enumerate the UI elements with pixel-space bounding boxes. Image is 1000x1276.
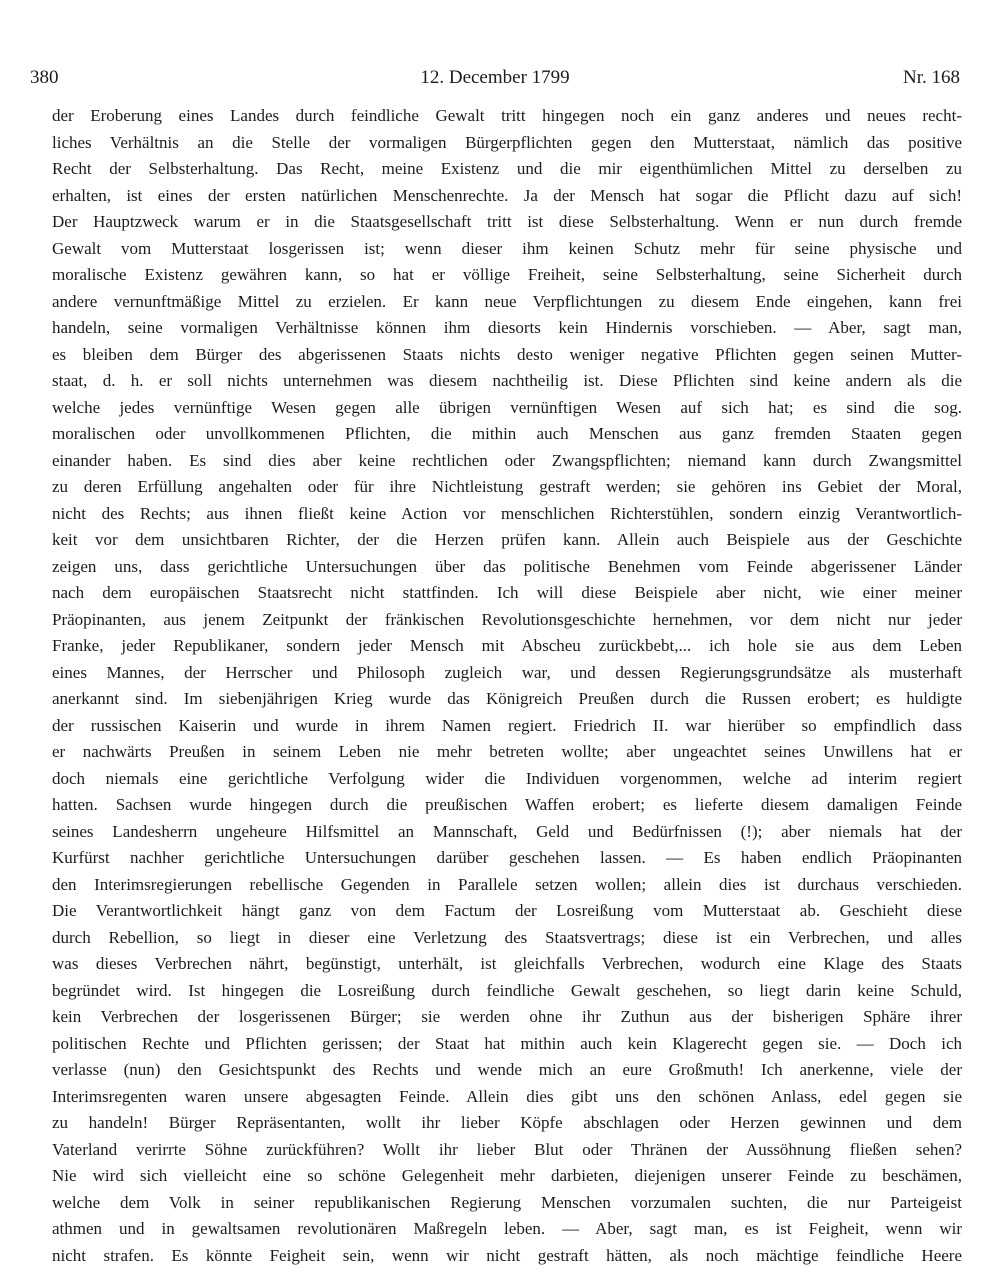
text-line: athmen und in gewaltsamen revolutionären Maßregeln leben. — Aber, sagt man, es ist Feigheit, wenn wir	[52, 1219, 962, 1238]
body-text	[52, 103, 962, 1269]
text-line: der Eroberung eines Landes durch feindliche Gewalt tritt hingegen noch ein ganz anderes und neues recht-	[52, 106, 962, 125]
page-header	[30, 66, 960, 90]
text-line: was dieses Verbrechen nährt, begünstigt, unterhält, ist gleichfalls Verbrechen, wodurch eine Klage des Staats	[52, 954, 962, 973]
text-line: der russischen Kaiserin und wurde in ihrem Namen regiert. Friedrich II. war hierüber so empfindlich dass	[52, 715, 962, 735]
text-line: politischen Rechte und Pflichten gerissen; der Staat hat mithin auch kein Klagerecht gegen sie. — Doch ich	[52, 1033, 962, 1053]
text-line: liches Verhältnis an die Stelle der vormaligen Bürgerpflichten gegen den Mutterstaat, nämlich das positive	[52, 132, 962, 152]
text-line: staat, d. h. er soll nichts unternehmen was diesem nachtheilig ist. Diese Pflichten sind keine andern als die	[52, 371, 962, 390]
text-line: begründet wird. Ist hingegen die Losreißung durch feindliche Gewalt geschehen, so liegt darin keine Schuld,	[52, 980, 962, 1000]
text-line: nach dem europäischen Staatsrecht nicht stattfinden. Ich will diese Beispiele aber nicht, wie einer meiner	[52, 583, 962, 602]
text-line: eines Mannes, der Herrscher und Philosoph zugleich war, und dessen Regierungsgrundsätze als musterhaft	[52, 662, 962, 682]
text-line: Franke, jeder Republikaner, sondern jeder Mensch mit Abscheu zurückbebt,... ich hole sie aus dem Leben	[52, 636, 962, 655]
text-line: kein Verbrechen der losgerissenen Bürger; sie werden ohne ihr Zuthun aus der bisherigen Sphäre ihrer	[52, 1007, 962, 1026]
text-line: welche jedes vernünftige Wesen gegen alle übrigen vernünftigen Wesen auf sich hat; es sind die sog.	[52, 397, 962, 417]
text-line: Nie wird sich vielleicht eine so schöne Gelegenheit mehr darbieten, diejenigen unserer Feinde zu beschämen,	[52, 1166, 962, 1185]
text-line: doch niemals eine gerichtliche Verfolgung wider die Individuen vorgenommen, welche ad interim regiert	[52, 768, 962, 788]
text-line: verlasse (nun) den Gesichtspunkt des Rechts und wende mich an eure Großmuth! Ich anerkenne, viele der	[52, 1060, 962, 1079]
text-line: zu deren Erfüllung angehalten oder für ihre Nichtleistung gestraft werden; sie gehören ins Gebiet der Moral,	[52, 477, 962, 496]
text-line: andere vernunftmäßige Mittel zu erzielen. Er kann neue Verpflichtungen zu diesem Ende eingehen, kann frei	[52, 291, 962, 311]
text-line: anerkannt sind. Im siebenjährigen Krieg wurde das Königreich Preußen durch die Russen erobert; es huldigte	[52, 689, 962, 708]
text-line: er nachwärts Preußen in seinem Leben nie mehr betreten wollte; aber ungeachtet seines Unwillens hat er	[52, 742, 962, 761]
text-line: hatten. Sachsen wurde hingegen durch die preußischen Waffen erobert; es lieferte diesem damaligen Feinde	[52, 795, 962, 814]
text-line: handeln, seine vormaligen Verhältnisse können ihm diesorts kein Hindernis vorschieben. — Aber, sagt man,	[52, 318, 962, 337]
text-line: zu handeln! Bürger Repräsentanten, wollt ihr lieber Köpfe abschlagen oder Herzen gewinnen und dem	[52, 1113, 962, 1132]
text-line: zeigen uns, dass gerichtliche Untersuchungen über das politische Benehmen vom Feinde abgerissener Länder	[52, 556, 962, 576]
text-line: Gewalt vom Mutterstaat losgerissen ist; wenn dieser ihm keinen Schutz mehr für seine physische und	[52, 238, 962, 258]
text-line: nicht strafen. Es könnte Feigheit sein, wenn wir nicht gestraft hätten, als noch mächtige feindliche Heere	[52, 1245, 962, 1265]
text-line: keit vor dem unsichtbaren Richter, der die Herzen prüfen kann. Allein auch Beispiele aus der Geschichte	[52, 530, 962, 549]
text-line: seines Landesherrn ungeheure Hilfsmittel an Mannschaft, Geld und Bedürfnissen (!); aber niemals hat der	[52, 821, 962, 841]
header-date: 12. December 1799	[420, 67, 570, 88]
page-number: 380	[30, 67, 59, 88]
text-line: es bleiben dem Bürger des abgerissenen Staats nichts desto weniger negative Pflichten gegen seinen Mutter-	[52, 344, 962, 364]
text-line: Vaterland verirrte Söhne zurückführen? Wollt ihr lieber Blut oder Thränen der Aussöhnung fließen sehen?	[52, 1139, 962, 1159]
text-line: Präopinanten, aus jenem Zeitpunkt der fränkischen Revolutionsgeschichte hernehmen, vor dem nicht nur jeder	[52, 609, 962, 629]
text-line: welche dem Volk in seiner republikanischen Regierung Menschen vorzumalen suchten, die nur Parteigeist	[52, 1192, 962, 1212]
text-line: nicht des Rechts; aus ihnen fließt keine Action vor menschlichen Richterstühlen, sondern einzig Verantwortlich-	[52, 503, 962, 523]
text-line: den Interimsregierungen rebellische Gegenden in Parallele setzen wollen; allein dies ist durchaus verschieden.	[52, 874, 962, 894]
text-line: moralische Existenz gewähren kann, so hat er völlige Freiheit, seine Selbsterhaltung, seine Sicherheit durch	[52, 265, 962, 284]
text-line: Die Verantwortlichkeit hängt ganz von dem Factum der Losreißung vom Mutterstaat ab. Geschieht diese	[52, 901, 962, 920]
document-number: Nr. 168	[903, 67, 960, 88]
text-line: einander haben. Es sind dies aber keine rechtlichen oder Zwangspflichten; niemand kann durch Zwangsmittel	[52, 450, 962, 470]
text-line: Der Hauptzweck warum er in die Staatsgesellschaft tritt ist diese Selbsterhaltung. Wenn er nun durch fremde	[52, 212, 962, 231]
text-line: Recht der Selbsterhaltung. Das Recht, meine Existenz und die mir eigenthümlichen Mittel zu derselben zu	[52, 159, 962, 178]
text-line: erhalten, ist eines der ersten natürlichen Menschenrechte. Ja der Mensch hat sogar die Pflicht dazu auf sich!	[52, 185, 962, 205]
text-line: moralischen oder unvollkommenen Pflichten, die mithin auch Menschen aus ganz fremden Staaten gegen	[52, 424, 962, 443]
text-line: Interimsregenten waren unsere abgesagten Feinde. Allein dies gibt uns den schönen Anlass, edel gegen sie	[52, 1086, 962, 1106]
text-line: durch Rebellion, so liegt in dieser eine Verletzung des Staatsvertrags; diese ist ein Verbrechen, und alles	[52, 927, 962, 947]
text-line: Kurfürst nachher gerichtliche Untersuchungen darüber geschehen lassen. — Es haben endlich Präopinanten	[52, 848, 962, 867]
